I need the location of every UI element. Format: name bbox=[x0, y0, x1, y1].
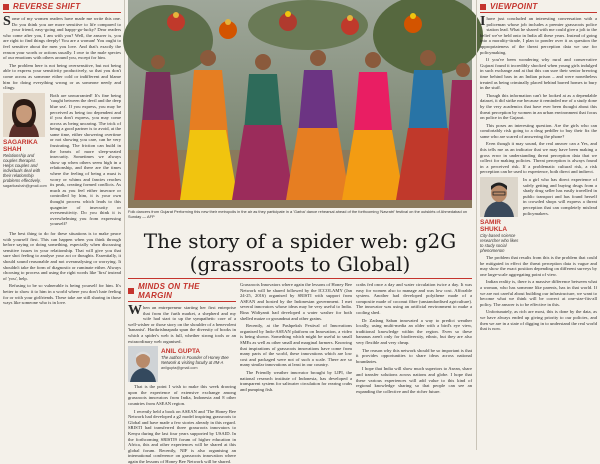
paragraph: I recently held a book on ASEAN and 'The Honey Bee Network had developed a g2 model inspiring grassroots to Global and have made a few stories already in this regard. SRISTI had transferred three grassroots innovators to Kenya during the last four years supported by USAID. In the forthcoming SRISTI9 forum of higher education in Africa, this and other experiences will be shared at this global forum. Recently, NIF is also organising an international conference on grassroots innovation where again the lessons of Honey Bee Network will be shared. bbox=[128, 408, 236, 464]
section-marker-icon bbox=[3, 4, 9, 10]
paragraph: Some of my women readers have made me write this one. Do you think you are more sensitive to life compared to your friend, easy-going and happy-go-lucky? Dear readers who come after you, I am with you? Well, the answer is, you are right to find things deeply! You are a woman! You ought to feel sensitive about the men you love. And that's exactly the reason your words or actions usually. I owe to the male species of our emotions with others around you, except for him. bbox=[3, 14, 121, 61]
paragraph: The reason why this network should be so important is that it provides opportunities to share ideas across national boundaries. bbox=[356, 347, 472, 364]
paragraph: Though this information can't be looked at as a dependable dataset, it did strike me because it reminded me of a study done by the very academics that have ever been thought about this threat perception by women in an urban environment that focus on police in the Gujarat. bbox=[480, 92, 597, 121]
right-column bbox=[480, 2, 597, 448]
author-portrait-icon bbox=[480, 177, 518, 217]
section-label: VIEWPOINT bbox=[490, 2, 538, 11]
paragraph: If you've been wondering why rural and conservative Gujarat found it incredibly shocked when young girls indulged in such exchange and at that this can sure their senior brewing time behind bars in an Indian prison – and were nonetheless treated as being criminally placed behind barred homes to bury in the stuff. bbox=[480, 57, 597, 91]
paragraph: Dr Zadang Saban innovated a way to predict weather locally, using multi-media an older with a bird's eye view, traditional knowledge within the region. Even so these bananas aren't only for biodiversity, ethnic, but they are also very flexible and very cheap. bbox=[356, 317, 472, 345]
author-name: SAMIR SHUKLA bbox=[480, 219, 508, 234]
paragraph: In a girl who has direct experience of safely getting and buying drugs from a shady drug seller has easily travelled in public transport and has found herself in crowded shops will express a threat perception that can completely mislead policymakers. bbox=[523, 177, 597, 216]
column-divider bbox=[476, 0, 477, 450]
section-label-viewpoint bbox=[480, 2, 597, 13]
left-column bbox=[3, 2, 121, 448]
article-body bbox=[3, 16, 121, 91]
middle-column-2 bbox=[240, 282, 352, 448]
author-name: ANIL GUPTA bbox=[161, 348, 201, 356]
article-body-cont bbox=[128, 384, 236, 464]
paragraph: The best thing to do for these situations is to make peace with yourself first. This can happen when you think through before saying or doing something, especially when discussing sensitive issues in your relationship. That will give you that sure shot feeling to analyse your act or thoughts. Essentially, it should sound reasonable and not overanalysing or worrying. It shouldn't take the form of diagnostic or ruminate either. Always choosing to process and using the right words like 'first' instead of 'you', help. bbox=[3, 230, 121, 281]
article-body-end bbox=[480, 255, 597, 332]
article-body-cont bbox=[523, 177, 597, 253]
paragraph: Refusing to be so vulnerable is being yourself for him. It's better to show it to him in a world where you don't hate feeling for or with your girlfriends. These take are still sharing in those ways like someone who is in love. bbox=[3, 283, 121, 306]
feature-headline: The story of a spider web: g2G (grassroots to Global) bbox=[143, 229, 457, 276]
paragraph: crabs fed once a day and water circulation twice a day. It was easy for women also to manage and was low cost. Afforable system. Another had developed polythene made of a composite made of coconut fibre (unstandardised agriculture). The innovator was using an artificial environment to make a cooling shed. bbox=[356, 282, 472, 315]
section-marker-icon bbox=[480, 4, 486, 10]
author-block bbox=[128, 346, 236, 382]
paragraph: Ihave just concluded an interesting conversation with a policeman whose job includes a premier grassroots police station lead. What he shared with me could give a jolt to the belief we've held onto in India all these years. Instead of going into a morality-tirade, I plan to ponder over it as question the appropriateness of the threat perception data we use for policymaking. bbox=[480, 14, 597, 55]
middle-column-3 bbox=[356, 282, 472, 448]
article-body bbox=[240, 282, 352, 392]
section-label-minds bbox=[128, 282, 236, 302]
section-marker-icon bbox=[128, 288, 134, 294]
author-photo bbox=[3, 93, 45, 137]
author-bio: City-based science researcher who likes to study social phenomenon bbox=[480, 233, 519, 254]
paragraph: When an entrepreneur starting her first enterprise that from the furth market, a shepherd and my wife had start to up the sympathetic core of a well-wisher or those story on the shoulder of a benevolent 'bananist'. Harikrishnapada spun the diversity of books in which a spider's web is full, whether strong tools or an extraordinary web organised. bbox=[128, 303, 236, 344]
paragraph: Both are unwarranted! It's fine being 'caught between the devil and the deep blue sea'. If you express, you may be perceived as being too dependent and if you don't express, you may come across as being uncaring. The trick of being a good partner is to avoid, at the same time, either showering overtime or not showing you care, can be very frustrating. The friction can build in the hearts of more sleep-seated insecurity. Sometimes we always show up when others seem high in a relationship, and there are the times where the feeling of being a must is worry or whims and fancies reaches its peak, creating formed conflicts. As much as you feel either insecure or controlled by him, it is your own thought process which leads to this quagmire of insecurity or oversensitivity. Do you think it is overwhelming you from expressing yourself? bbox=[50, 92, 121, 227]
paragraph: Indian reality is, there is a massive difference between what a woman, who has someone like parents, has in that world. If we are not careful about building our infrastructure, we want to become what we think will be correct at one-size-fits-all policy. The answer is to be effective in this. bbox=[480, 279, 597, 307]
author-email[interactable]: sagarikashah@gmail.com bbox=[3, 183, 47, 188]
paragraph: Recently, at the Pashpeksh Festival of Innovations organised by Indo-ASEAN platform on Innovation, a video is being shown. Something which might be useful to small SMEs as well as other small and marginal farmers. Knowing that inspirations of grassroots innovations have come from many parts of the world, these innovations which are low cost and packaged were not of such a scale. There are so many similar innovations at least in our country. bbox=[240, 323, 352, 368]
article-body bbox=[480, 16, 597, 175]
section-label: MINDS ON THE MARGIN bbox=[137, 282, 200, 300]
paragraph: The Friendly weather innovator brought by LIPI, the national research institute of Indonesia, has developed a transparent system for saltwater circulation for rearing crabs and pumping fish. bbox=[240, 369, 352, 392]
author-name: SAGARIKA SHAH bbox=[3, 138, 38, 153]
author-info bbox=[3, 93, 47, 229]
paragraph: This poses an interesting question. Are the girls who can comfortably risk going to a drug peddler to buy their fix the same who are scared of answering the phone? bbox=[480, 122, 597, 139]
paragraph: Grassroots Innovators where again the lessons of Honey Bee Network will be shared followed by the ICCOLAMY (Jan 24-25, 2016) organised by SRISTI with support from ASEAN and hosted by the Indonesian government. I met several innovators whose ideas may be very useful to India. Rina Widiyanti had developed a water washer for both shelled maize or groundnut and other grains. bbox=[240, 282, 352, 321]
article-body bbox=[356, 282, 472, 394]
article-body-end bbox=[3, 231, 121, 306]
paragraph: Even though it may sound, the real answer can a Yes, and this tells me as an indicator that we may have been making a gross error in understanding threat perception data that we collect for making policies. Threat perception is always found in a perceived risk. If a problematic cultural risk, a risk perception can be used to experience, both direct and indirect. bbox=[480, 141, 597, 175]
author-bio: The author is Founder of Honey Bee Network & visiting faculty at IIM-A bbox=[161, 355, 229, 366]
middle-column-1 bbox=[128, 282, 236, 464]
author-photo bbox=[128, 346, 158, 382]
paragraph: I hope that India will show much superiors to Asean, share and transfer solutions across nations and globe. I hope that these various experiences will add value to this kind of regional knowledge sharing so that people can see an expanding the collective and the richer future. bbox=[356, 366, 472, 394]
author-bio: Relationship and couples therapist. Helps couples and individuals deal with their relationship problems effectively. bbox=[3, 152, 41, 183]
paragraph: The problem here is not being oversensitive, but not being able to express your sensitivity productively, so that you don't come across as someone either cold or indifferent and blame him for doing everything wrong or as someone needy and clingy. bbox=[3, 62, 121, 91]
author-info bbox=[480, 177, 520, 253]
author-block bbox=[480, 177, 597, 253]
paragraph: That is the point I wish to make this week drawing upon the experience of extensive exchange among grassroots innovators from India, Indonesia and 8 other countries from ASEAN region. bbox=[128, 384, 236, 406]
author-block bbox=[3, 93, 121, 229]
garba-dancers-photo bbox=[128, 0, 472, 208]
author-portrait-icon bbox=[128, 346, 158, 382]
column-divider bbox=[124, 0, 125, 450]
section-label-reverse-shift bbox=[3, 2, 121, 13]
photo-caption: Folk dancers from Gujarat Performing this new their metropolis in the air as they participate in a 'Garba' dance rehearsal ahead of the forthcoming 'Navratri' festival on the outskirts of Ahmedabad on Sunday — AFP bbox=[128, 209, 468, 219]
section-label: REVERSE SHIFT bbox=[13, 2, 81, 11]
author-portrait-icon bbox=[3, 93, 45, 137]
article-body-cont bbox=[50, 93, 121, 229]
author-email[interactable]: anilgupta@gmail.com bbox=[161, 366, 198, 371]
author-info bbox=[161, 346, 236, 382]
main-photo bbox=[128, 0, 472, 208]
paragraph: Unfortunately, as rich are most, this is done by the data, as we have always ended up giving priority to our policies, and then we are in a state of digging in to understand the real world that is now. bbox=[480, 309, 597, 332]
headline-rule bbox=[128, 278, 472, 279]
article-body bbox=[128, 305, 236, 344]
paragraph: The problem that results from this is the problem that could be mitigated in effect the threat perception data is vague and may show the exact position depending on different surveys by one large-scale aggregating point of view. bbox=[480, 255, 597, 277]
author-photo bbox=[480, 177, 518, 217]
